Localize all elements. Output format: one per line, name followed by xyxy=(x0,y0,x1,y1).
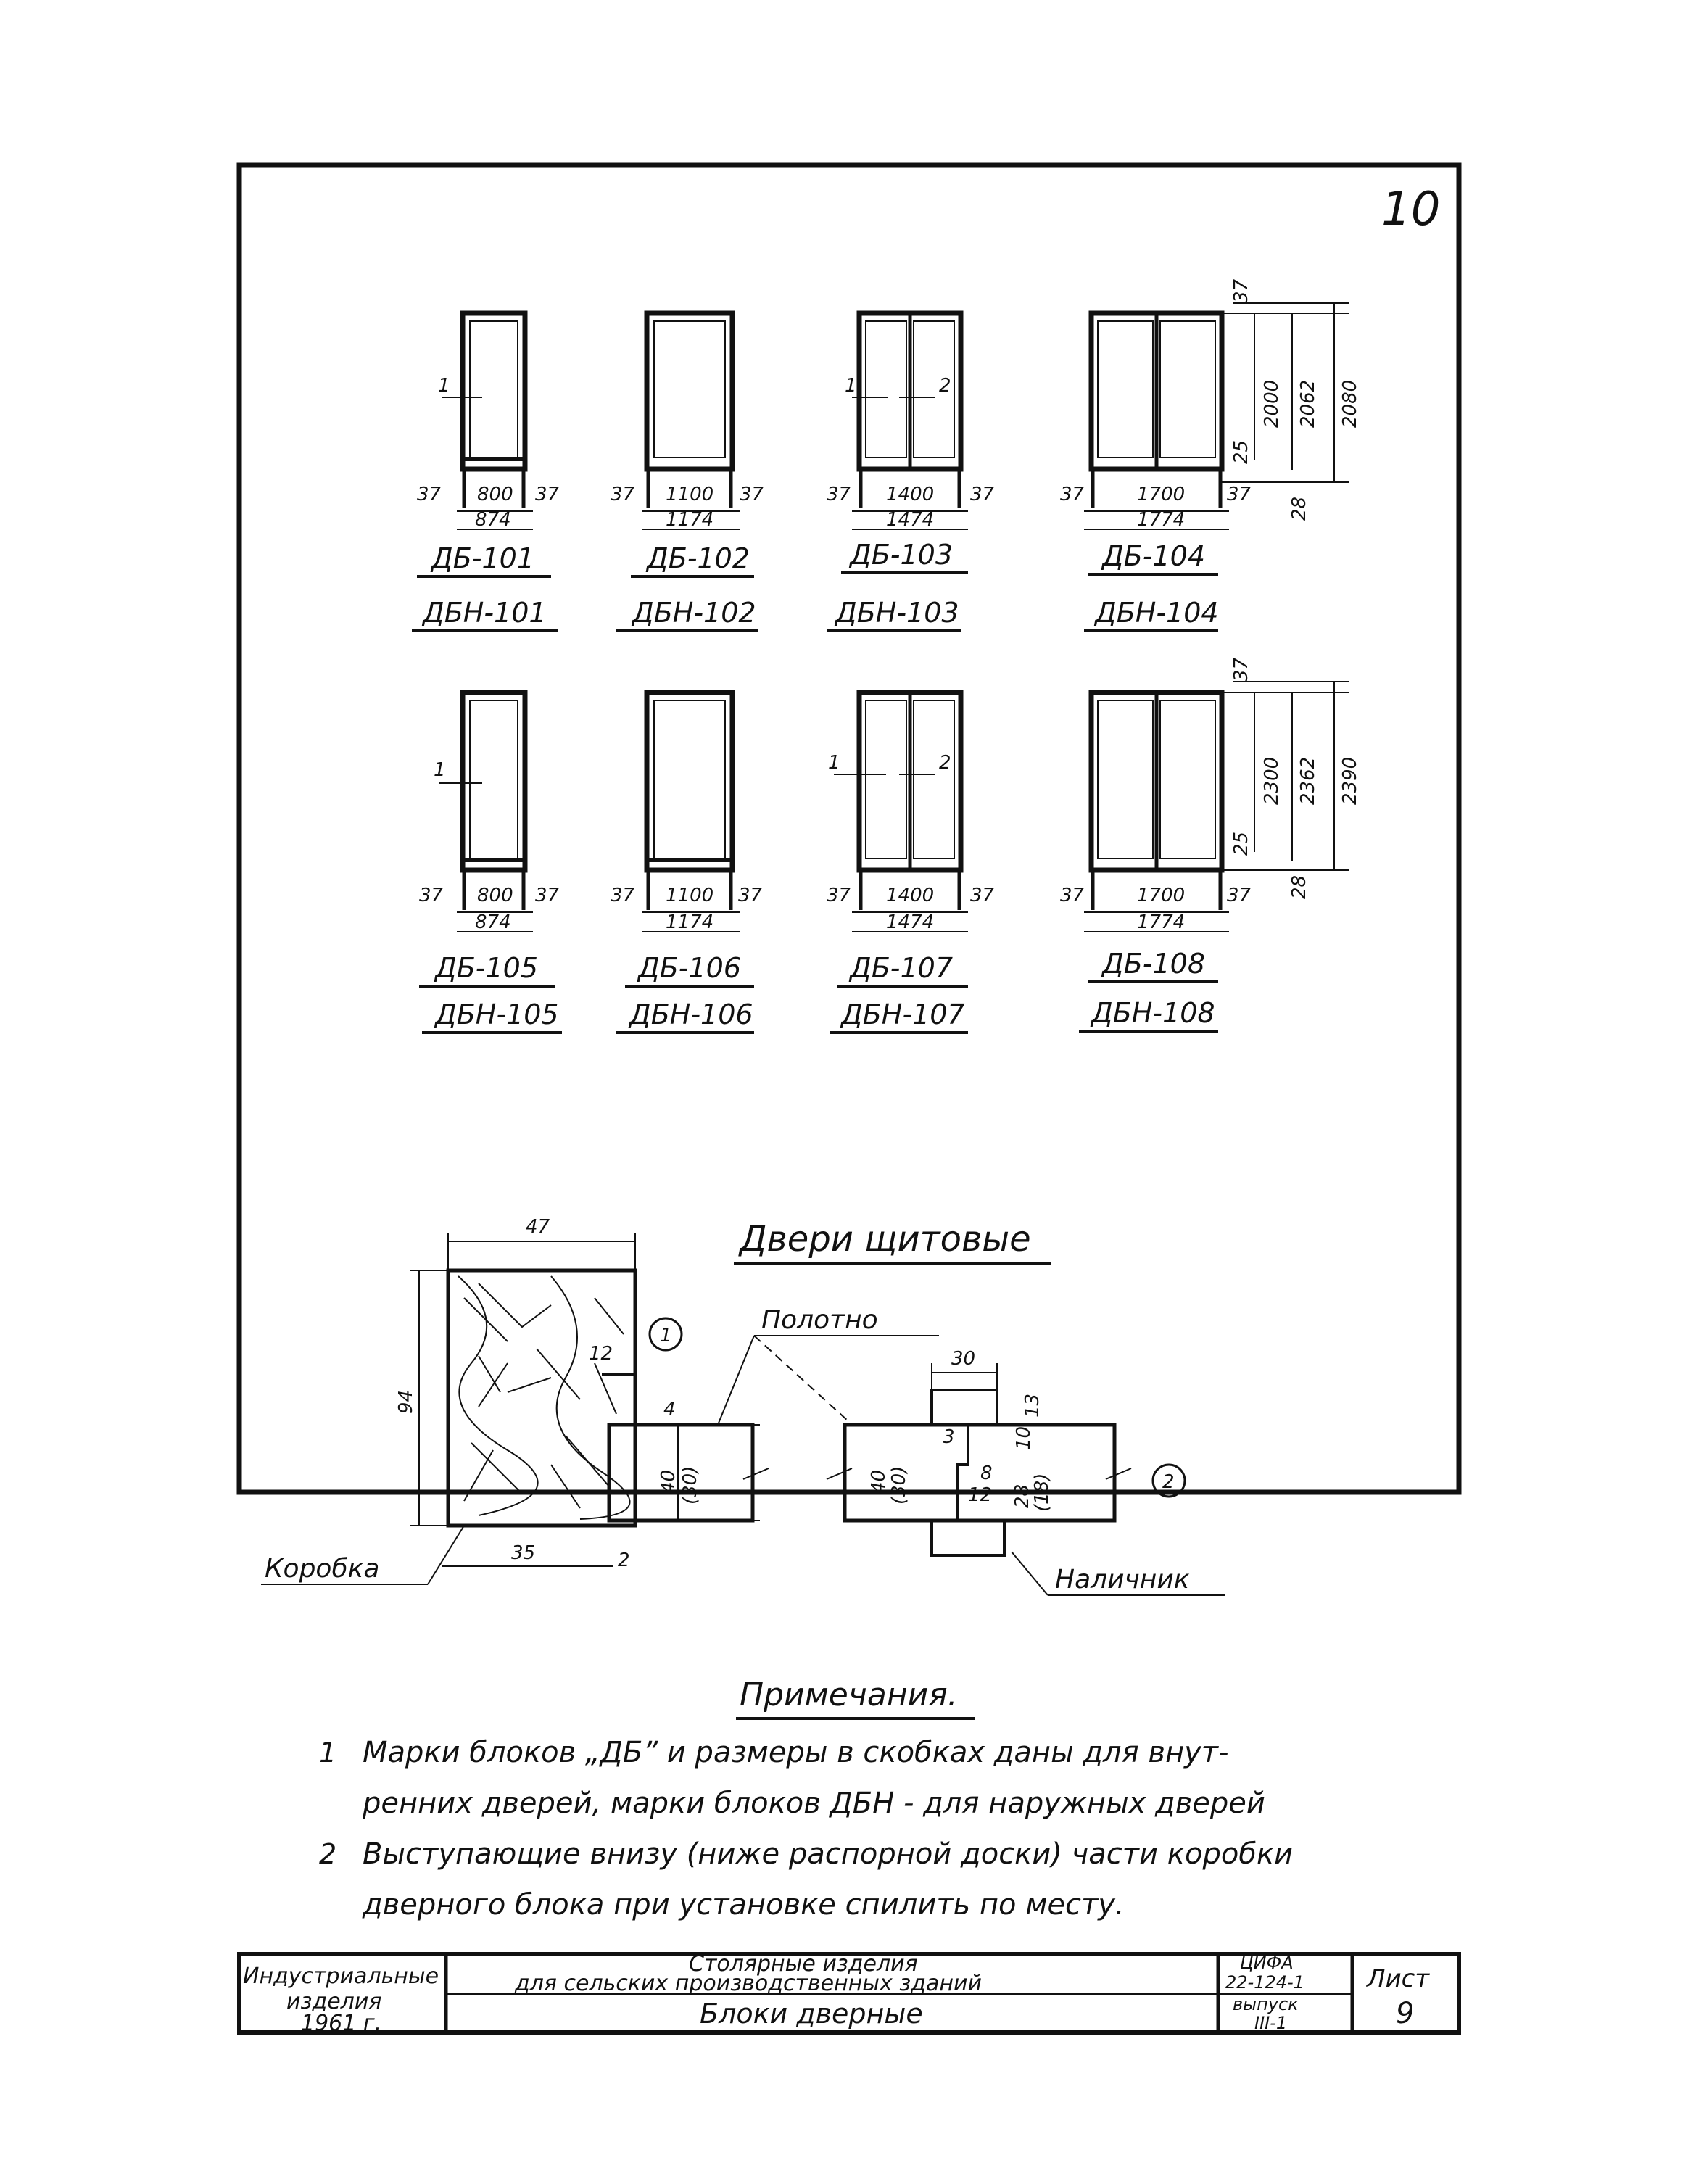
dim-side-left: 37 xyxy=(827,484,851,505)
door-code-ext: ДБН-101 xyxy=(423,597,547,629)
note-2-num: 2 xyxy=(319,1838,337,1870)
notes-title: Примечания. xyxy=(740,1676,958,1713)
callout-1: 1 xyxy=(660,1325,672,1347)
door-frame xyxy=(463,692,525,870)
tb-main-bottom: Блоки дверные xyxy=(700,1998,923,2030)
dim-40: 40 xyxy=(658,1469,679,1494)
door-panel-left xyxy=(1098,321,1153,458)
dim-12-b: 12 xyxy=(968,1484,993,1506)
dim-height-3: 2390 xyxy=(1339,756,1361,805)
dim-sill: 28 xyxy=(1288,496,1310,521)
door-db-106 xyxy=(611,692,763,1033)
dim-height-1: 2000 xyxy=(1261,379,1283,428)
section-mark-1: 1 xyxy=(845,375,857,397)
dim-opening: 1400 xyxy=(886,885,935,906)
dim-opening: 1100 xyxy=(666,885,714,906)
tb-code-top-2: 22-124-1 xyxy=(1225,1972,1304,1993)
door-code: ДБ-103 xyxy=(850,539,953,571)
door-code-ext: ДБН-107 xyxy=(841,998,965,1030)
dim-side-left: 37 xyxy=(611,484,635,505)
door-db-108 xyxy=(1060,657,1361,1031)
dim-18p: (18) xyxy=(1031,1473,1053,1512)
tb-main-1: Столярные изделия xyxy=(689,1951,918,1977)
note-2-line-1: Выступающие внизу (ниже распорной доски) части коробки xyxy=(363,1837,1294,1871)
dim-opening: 800 xyxy=(477,885,513,906)
door-panel-right xyxy=(1160,321,1215,458)
tb-sheet-number: 9 xyxy=(1396,1997,1415,2030)
nalichnik-top xyxy=(932,1390,997,1425)
door-panel-right xyxy=(914,700,954,859)
door-db-104 xyxy=(1060,278,1361,631)
note-1-line-1: Марки блоков „ДБ” и размеры в скобках даны для внут- xyxy=(363,1736,1229,1769)
dim-side-right: 37 xyxy=(970,885,995,906)
dim-side-left: 37 xyxy=(611,885,635,906)
dim-total: 1174 xyxy=(666,509,714,531)
dim-12: 12 xyxy=(589,1343,613,1365)
sheet-border xyxy=(239,165,1459,1492)
dim-height-1: 2300 xyxy=(1261,756,1283,805)
polotno-label: Полотно xyxy=(761,1305,878,1335)
dim-total: 1774 xyxy=(1137,509,1186,531)
wood-grain-hatch xyxy=(458,1276,630,1519)
section-2-leaf xyxy=(827,1348,1185,1555)
tb-sheet-label: Лист xyxy=(1367,1964,1430,1993)
dim-bottom-gap: 25 xyxy=(1230,439,1252,464)
dim-35: 35 xyxy=(511,1542,536,1564)
door-code: ДБ-105 xyxy=(435,952,538,984)
tb-left-3: 1961 г. xyxy=(301,2011,382,2036)
tb-code-bottom-1: выпуск xyxy=(1233,1994,1299,2014)
nalichnik-bottom xyxy=(932,1521,1004,1555)
nalichnik-label: Наличник xyxy=(1055,1565,1190,1594)
tb-code-top-1: ЦИФА xyxy=(1240,1953,1294,1973)
door-panel xyxy=(654,321,725,458)
tb-main-2: для сельских производственных зданий xyxy=(515,1971,982,1996)
frame-profile xyxy=(448,1270,635,1526)
dim-47: 47 xyxy=(526,1216,550,1238)
door-db-103 xyxy=(827,313,995,631)
door-panel xyxy=(654,700,725,859)
callout-2: 2 xyxy=(1162,1471,1175,1493)
dim-side-right: 37 xyxy=(535,885,560,906)
door-code: ДБ-106 xyxy=(638,952,741,984)
door-panel-right xyxy=(1160,700,1215,859)
door-frame xyxy=(647,692,732,870)
door-row-2 xyxy=(419,657,1361,1033)
dim-10: 10 xyxy=(1013,1426,1035,1450)
tb-left-2: изделия xyxy=(286,1989,382,2014)
dim-side-left: 37 xyxy=(417,484,442,505)
note-1-line-2: ренних дверей, марки блоков ДБН - для наружных дверей xyxy=(363,1787,1265,1820)
tb-left-1: Индустриальные xyxy=(243,1964,439,1989)
dim-opening: 1700 xyxy=(1137,885,1186,906)
page-number: 10 xyxy=(1381,183,1441,236)
door-db-105 xyxy=(419,692,562,1033)
dim-30p-b: (30) xyxy=(888,1465,910,1505)
dim-side-right: 37 xyxy=(970,484,995,505)
door-panel-left xyxy=(866,321,906,458)
dim-height-top: 37 xyxy=(1230,278,1252,303)
dim-side-left: 37 xyxy=(419,885,444,906)
dim-13: 13 xyxy=(1022,1393,1043,1418)
section-mark-1: 1 xyxy=(828,752,840,774)
dim-40-b: 40 xyxy=(868,1469,890,1494)
dim-total: 874 xyxy=(475,911,511,933)
dim-28: 28 xyxy=(1012,1484,1033,1508)
section-mark-1: 1 xyxy=(434,759,446,781)
title-block xyxy=(239,1951,1459,2036)
dim-bottom-gap: 25 xyxy=(1230,831,1252,856)
section-mark-2: 2 xyxy=(939,752,951,774)
dim-3: 3 xyxy=(943,1426,955,1448)
door-code: ДБ-108 xyxy=(1102,948,1205,980)
door-panel xyxy=(470,321,518,458)
door-code: ДБ-101 xyxy=(431,542,534,574)
dim-opening: 800 xyxy=(477,484,513,505)
note-2-line-2: дверного блока при установке спилить по месту. xyxy=(363,1888,1125,1922)
door-code: ДБ-104 xyxy=(1102,540,1205,572)
dim-total: 1774 xyxy=(1137,911,1186,933)
dim-side-left: 37 xyxy=(827,885,851,906)
door-frame xyxy=(647,313,732,469)
dim-side-left: 37 xyxy=(1060,885,1085,906)
dim-side-right: 37 xyxy=(1227,484,1252,505)
dim-total: 1174 xyxy=(666,911,714,933)
dim-height-3: 2080 xyxy=(1339,379,1361,428)
dim-4: 4 xyxy=(663,1399,676,1420)
dim-2: 2 xyxy=(618,1550,630,1571)
section-mark-2: 2 xyxy=(939,375,951,397)
dim-height-top: 37 xyxy=(1230,657,1252,682)
door-code-ext: ДБН-102 xyxy=(632,597,756,629)
dim-height-2: 2062 xyxy=(1297,379,1319,428)
door-db-101 xyxy=(412,313,560,631)
note-1-num: 1 xyxy=(319,1737,337,1769)
dim-30: 30 xyxy=(951,1348,976,1370)
door-code-ext: ДБН-108 xyxy=(1091,997,1215,1029)
dim-94: 94 xyxy=(395,1389,417,1414)
door-code-ext: ДБН-106 xyxy=(629,998,753,1030)
dim-opening: 1400 xyxy=(886,484,935,505)
dim-30p: (30) xyxy=(679,1465,701,1505)
dim-8: 8 xyxy=(980,1463,993,1484)
door-code-ext: ДБН-103 xyxy=(835,597,959,629)
door-row-1 xyxy=(412,278,1361,631)
door-db-102 xyxy=(611,313,764,631)
dim-side-right: 37 xyxy=(738,885,763,906)
door-code-ext: ДБН-105 xyxy=(435,998,559,1030)
dim-side-right: 37 xyxy=(535,484,560,505)
dim-total: 1474 xyxy=(886,509,935,531)
dim-opening: 1100 xyxy=(666,484,714,505)
dim-height-2: 2362 xyxy=(1297,756,1319,805)
door-code: ДБ-107 xyxy=(850,952,953,984)
dim-total: 1474 xyxy=(886,911,935,933)
box-label: Коробка xyxy=(265,1554,380,1584)
dim-sill: 28 xyxy=(1288,874,1310,899)
section-title: Двери щитовые xyxy=(740,1219,1031,1259)
door-panel-left xyxy=(866,700,906,859)
dim-side-right: 37 xyxy=(740,484,764,505)
section-1-profile xyxy=(261,1216,769,1584)
dim-side-right: 37 xyxy=(1227,885,1252,906)
dim-opening: 1700 xyxy=(1137,484,1186,505)
dim-side-left: 37 xyxy=(1060,484,1085,505)
tb-code-bottom-2: III-1 xyxy=(1254,2013,1288,2033)
door-panel-left xyxy=(1098,700,1153,859)
door-code-ext: ДБН-104 xyxy=(1095,597,1219,629)
dim-total: 874 xyxy=(475,509,511,531)
section-mark-1: 1 xyxy=(438,375,450,397)
door-frame xyxy=(463,313,525,469)
door-panel xyxy=(470,700,518,859)
door-code: ДБ-102 xyxy=(647,542,750,574)
door-db-107 xyxy=(827,692,995,1033)
